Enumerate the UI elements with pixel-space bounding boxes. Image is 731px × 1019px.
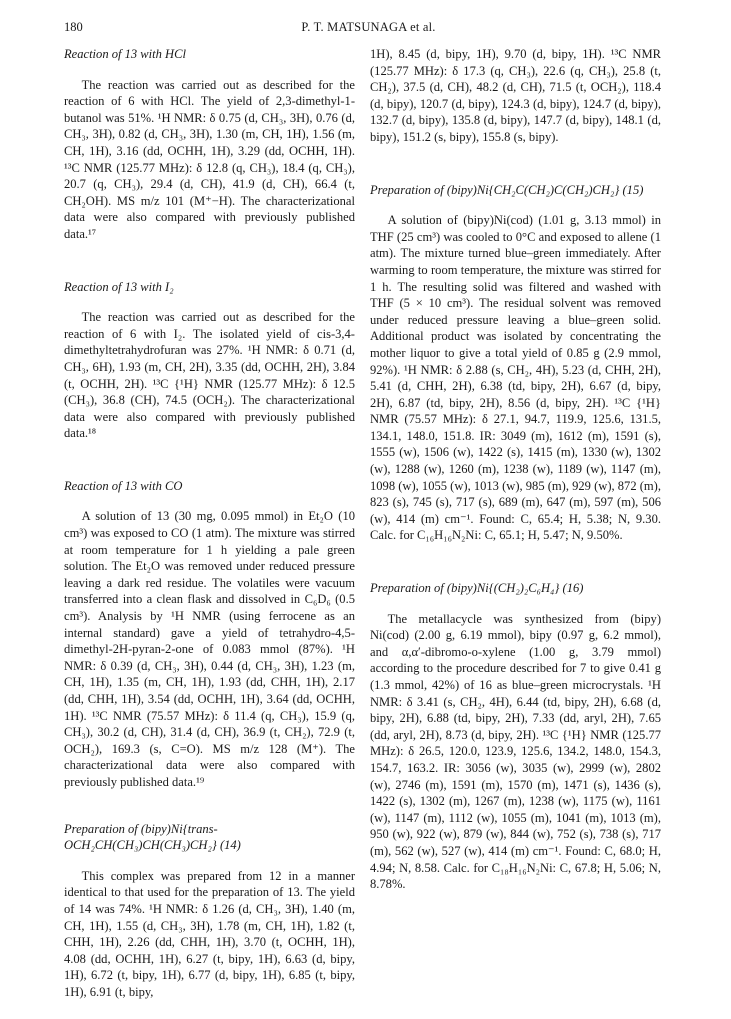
section-heading-i2: Reaction of 13 with I₂ [64, 279, 174, 294]
left-column [64, 46, 355, 1001]
section-body-hcl: The reaction was carried out as described for the reaction of 6 with HCl. The yield of 2,3-dimethyl-1-butanol was 51%. ¹H NMR: δ 0.75 (d, CH₃, 3H), 0.76 (d, CH₃, 3H), 0.82 (d, CH₃, 3H), 1.30 (m, CH, 1H), 1.56 (m, CH, 1H), 3.16 (dd, OCHH, 1H), 3.29 (dd, OCHH, 1H). ¹³C NMR (125.77 MHz): δ 12.8 (q, CH₃), 18.4 (q, CH₃), 20.7 (q, CH₃), 29.4 (d, CH), 41.9 (d, CH), 66.4 (t, CH₂OH). MS m/z 101 (M⁺−H). The characterizational data were also compared with previously published data.¹⁷ [64, 77, 355, 241]
section-body-i2: The reaction was carried out as described for the reaction of 6 with I₂. The isolated yield of cis-3,4-dimethyltetrahydrofuran was 27%. ¹H NMR: δ 0.71 (d, CH₃, 6H), 1.93 (m, CH, 2H), 3.35 (dd, OCHH, 2H), 3.84 (t, OCHH, 2H). ¹³C {¹H} NMR (125.77 MHz): δ 12.5 (CH₃), 36.8 (CH), 74.5 (OCH₂). The characterizational data were also compared with previously published data.¹⁸ [64, 310, 355, 441]
page-number: 180 [64, 20, 83, 34]
section-body-compound-14-continued: 1H), 8.45 (d, bipy, 1H), 9.70 (d, bipy, 1H). ¹³C NMR (125.77 MHz): δ 17.3 (q, CH₃), 22.6 (q, CH₃), 25.8 (t, CH₂), 37.5 (d, CH), 48.2 (d, CH), 71.5 (t, OCH₂), 118.4 (d, bipy), 120.7 (d, bipy), 124.3 (d, bipy), 124.7 (d, bipy), 132.7 (d, bipy), 135.8 (d, bipy), 147.7 (d, bipy), 148.1 (d, bipy), 151.2 (s, bipy), 155.8 (s, bipy). [370, 47, 661, 144]
section-body-co: A solution of 13 (30 mg, 0.095 mmol) in Et₂O (10 cm³) was exposed to CO (1 atm). The mixture was stirred at room temperature for 1 h yielding a pale green solution. The Et₂O was removed under reduced pressure leaving a dark red residue. The volatiles were vacuum transferred into a clean flask and dissolved in C₆D₆ (0.5 cm³). Analysis by ¹H NMR (using ferrocene as an internal standard) gave a yield of tetrahydro-4,5-dimethyl-2H-pyran-2-one of 0.083 mmol (87%). ¹H NMR: δ 0.39 (d, CH₃, 3H), 0.44 (d, CH₃, 3H), 1.23 (m, CH, 1H), 1.35 (m, CH, 1H), 1.93 (dd, CHH, 1H), 2.17 (dd, CHH, 1H), 3.54 (dd, OCHH, 1H), 3.64 (dd, OCHH, 1H). ¹³C NMR (75.57 MHz): δ 11.4 (q, CH₃), 15.9 (q, CH₃), 30.2 (d, CH), 31.4 (d, CH), 36.9 (t, CH₂), 72.9 (t, OCH₂), 169.3 (s, C=O). MS m/z 128 (M⁺). The characterizational data were also compared with previously published data.¹⁹ [64, 509, 355, 789]
section-body-compound-16: The metallacycle was synthesized from (bipy) Ni(cod) (2.00 g, 6.19 mmol), bipy (0.97 g, 6.2 mmol), and α,α′-dibromo-o-xylene (1.00 g, 3.79 mmol) according to the procedure described for 7 to give 0.41 g (1.3 mmol, 42%) of 16 as blue–green microcrystals. ¹H NMR: δ 3.41 (s, CH₂, 4H), 6.44 (td, bipy, 2H), 6.68 (d, bipy, 2H), 6.88 (td, bipy, 2H), 7.33 (dd, aryl, 2H), 7.65 (dd, aryl, 2H), 8.73 (d, bipy, 2H). ¹³C {¹H} NMR (125.77 MHz): δ 26.5, 120.0, 123.9, 125.6, 134.2, 148.0, 154.3, 154.7, 163.2. IR: 3056 (w), 3035 (w), 2999 (w), 2802 (w), 2746 (m), 1591 (m), 1570 (m), 1471 (s), 1436 (s), 1422 (s), 1302 (m), 1267 (m), 1238 (w), 1175 (w), 1161 (w), 1147 (m), 1112 (w), 1055 (m), 1041 (m), 1013 (m), 950 (w), 922 (w), 879 (w), 844 (w), 752 (s), 738 (s), 717 (m), 562 (w), 527 (w), 414 (m) cm⁻¹. Found: C, 68.0; H, 4.94; N, 8.58. Calc. for C₁₈H₁₆N₂Ni: C, 67.8; H, 5.06; N, 8.78%. [370, 611, 661, 892]
section-body-compound-15: A solution of (bipy)Ni(cod) (1.01 g, 3.13 mmol) in THF (25 cm³) was cooled to 0°C and exposed to allene (1 atm). The mixture turned blue–green immediately. After warming to room temperature, the mixture was stirred for 1 h. The resulting solid was filtered and washed with THF (5 × 10 cm³). The residual solvent was removed under reduced pressure leaving a blue–green solid. Additional product was isolated by concentrating the mother liquor to give a total yield of 0.85 g (2.9 mmol, 92%). ¹H NMR: δ 2.88 (s, CH₂, 4H), 5.23 (d, CHH, 2H), 5.41 (d, CHH, 2H), 6.38 (td, bipy, 2H), 6.67 (d, bipy, 2H), 6.87 (td, bipy, 2H), 8.56 (d, bipy, 2H). ¹³C {¹H} NMR (75.57 MHz): δ 27.1, 94.7, 119.9, 125.6, 131.5, 134.1, 148.0, 151.8. IR: 3049 (m), 1612 (m), 1591 (s), 1555 (w), 1506 (w), 1422 (s), 1415 (m), 1330 (w), 1302 (w), 1288 (w), 1260 (m), 1238 (w), 1189 (w), 1147 (m), 1098 (w), 1055 (w), 1013 (w), 985 (m), 929 (w), 872 (m), 823 (s), 745 (s), 717 (s), 689 (m), 647 (m), 597 (m), 506 (w), 414 (m) cm⁻¹. Found: C, 65.4; H, 5.38; N, 9.30. Calc. for C₁₆H₁₆N₂Ni: C, 65.1; H, 5.47; N, 9.50%. [370, 213, 661, 543]
right-column [370, 46, 661, 893]
running-head: P. T. MATSUNAGA et al. [301, 20, 436, 34]
section-heading-compound-14: Preparation of (bipy)Ni{trans-OCH₂CH(CH₃)CH(CH₃)CH₂} (14) [64, 821, 241, 853]
section-heading-co: Reaction of 13 with CO [64, 478, 183, 493]
section-heading-compound-15: Preparation of (bipy)Ni{CH₂C(CH₂)C(CH₂)CH₂} (15) [370, 182, 644, 197]
page-header [64, 20, 673, 36]
section-body-compound-14: This complex was prepared from 12 in a manner identical to that used for the preparation of 13. The yield of 14 was 74%. ¹H NMR: δ 1.26 (d, CH₃, 3H), 1.40 (m, CH, 1H), 1.55 (d, CH₃, 3H), 1.78 (m, CH, 1H), 1.82 (t, CHH, 1H), 2.26 (dd, CHH, 1H), 3.70 (t, OCHH, 1H), 4.08 (dd, OCHH, 1H), 6.27 (t, bipy, 1H), 6.63 (d, bipy, 1H), 6.72 (t, bipy, 1H), 6.77 (d, bipy, 1H), 6.85 (t, bipy, 1H), 6.91 (t, bipy, [64, 868, 355, 999]
section-heading-compound-16: Preparation of (bipy)Ni{(CH₂)₂C₆H₄} (16) [370, 581, 584, 596]
section-heading-hcl: Reaction of 13 with HCl [64, 47, 186, 61]
